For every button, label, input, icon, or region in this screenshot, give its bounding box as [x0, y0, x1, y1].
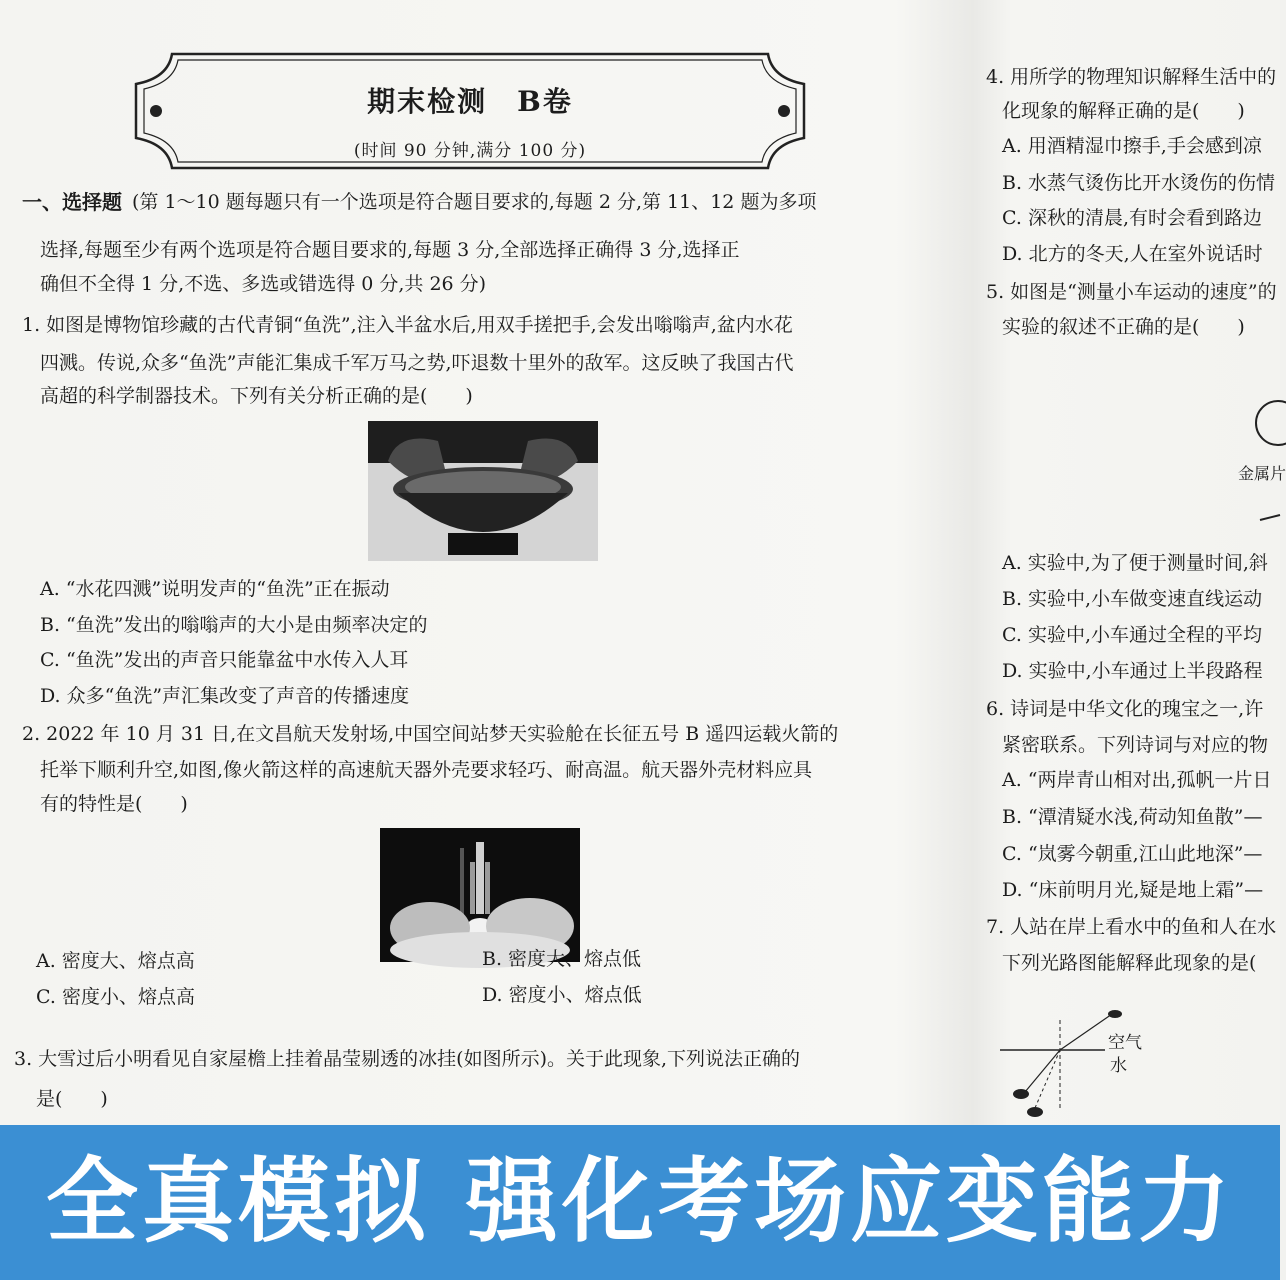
promo-banner: [0, 1125, 1280, 1280]
title-frame: [132, 50, 808, 172]
question-line: 5. 如图是“测量小车运动的速度”的: [986, 281, 1277, 303]
diagram-label-air: 空气: [1108, 1033, 1142, 1053]
question-line: 下列光路图能解释此现象的是(: [1002, 952, 1257, 974]
section-heading: 一、选择题: [22, 190, 122, 214]
option-d: D. 密度小、熔点低: [482, 984, 642, 1006]
question-line: 化现象的解释正确的是( ): [1002, 100, 1245, 122]
option-a: A. 密度大、熔点高: [36, 950, 195, 972]
question-line: 紧密联系。下列诗词与对应的物: [1002, 734, 1269, 756]
option-a: A. 用酒精湿巾擦手,手会感到凉: [1002, 135, 1262, 157]
diagram-label-metal-plate: 金属片: [1238, 464, 1286, 483]
light-path-diagram: [995, 1010, 1155, 1125]
option-b: B. 水蒸气烫伤比开水烫伤的伤情: [1002, 172, 1276, 194]
section-intro-line: (第 1～10 题每题只有一个选项是符合题目要求的,每题 2 分,第 11、12 题为多项: [132, 191, 817, 213]
bronze-basin-photo: [368, 421, 598, 561]
exam-duration-note: (时间 90 分钟,满分 100 分): [353, 141, 587, 161]
option-a: A. “水花四溅”说明发声的“鱼洗”正在振动: [40, 578, 390, 600]
option-a: A. “两岸青山相对出,孤帆一片日: [1002, 769, 1272, 791]
rocket-launch-photo: [380, 828, 580, 962]
page-title: 期末检测 B卷: [367, 85, 573, 118]
question-line: 3. 大雪过后小明看见自家屋檐上挂着晶莹剔透的冰挂(如图所示)。关于此现象,下列说法正确的: [14, 1048, 801, 1070]
option-c: C. “岚雾今朝重,江山此地深”—: [1002, 843, 1263, 865]
question-line: 是( ): [36, 1088, 108, 1110]
option-c: C. 密度小、熔点高: [36, 986, 195, 1008]
option-d: D. 实验中,小车通过上半段路程: [1002, 660, 1263, 682]
option-b: B. “潭清疑水浅,荷动知鱼散”—: [1002, 806, 1263, 828]
option-c: C. 深秋的清晨,有时会看到路边: [1002, 207, 1262, 229]
option-a: A. 实验中,为了便于测量时间,斜: [1002, 552, 1268, 574]
question-line: 实验的叙述不正确的是( ): [1002, 316, 1245, 338]
option-b: B. “鱼洗”发出的嗡嗡声的大小是由频率决定的: [40, 614, 428, 636]
option-d: D. 众多“鱼洗”声汇集改变了声音的传播速度: [40, 685, 410, 707]
option-d: D. “床前明月光,疑是地上霜”—: [1002, 879, 1264, 901]
option-b: B. 密度大、熔点低: [482, 948, 642, 970]
question-line: 托举下顺利升空,如图,像火箭这样的高速航天器外壳要求轻巧、耐高温。航天器外壳材料应具: [40, 759, 813, 781]
option-c: C. “鱼洗”发出的声音只能靠盆中水传入人耳: [40, 649, 409, 671]
section-intro-line: 确但不全得 1 分,不选、多选或错选得 0 分,共 26 分): [40, 273, 487, 295]
question-line: 四溅。传说,众多“鱼洗”声能汇集成千军万马之势,吓退数十里外的敌军。这反映了我国古代: [40, 352, 794, 374]
question-line: 1. 如图是博物馆珍藏的古代青铜“鱼洗”,注入半盆水后,用双手搓把手,会发出嗡嗡声,盆内水花: [22, 314, 793, 336]
option-b: B. 实验中,小车做变速直线运动: [1002, 588, 1263, 610]
section-intro-line: 选择,每题至少有两个选项是符合题目要求的,每题 3 分,全部选择正确得 3 分,选择正: [40, 239, 740, 261]
diagram-label-water: 水: [1110, 1056, 1127, 1076]
option-d: D. 北方的冬天,人在室外说话时: [1002, 243, 1263, 265]
question-line: 高超的科学制器技术。下列有关分析正确的是( ): [40, 385, 473, 407]
question-line: 2. 2022 年 10 月 31 日,在文昌航天发射场,中国空间站梦天实验舱在长征五号 B 遥四运载火箭的: [22, 723, 839, 745]
promo-banner-text: 全真模拟 强化考场应变能力: [45, 1148, 1235, 1255]
question-line: 7. 人站在岸上看水中的鱼和人在水: [986, 916, 1277, 938]
option-c: C. 实验中,小车通过全程的平均: [1002, 624, 1262, 646]
question-line: 6. 诗词是中华文化的瑰宝之一,许: [986, 698, 1264, 720]
question-line: 有的特性是( ): [40, 793, 188, 815]
stopwatch-diagram: [1250, 395, 1280, 525]
question-line: 4. 用所学的物理知识解释生活中的: [986, 66, 1277, 88]
